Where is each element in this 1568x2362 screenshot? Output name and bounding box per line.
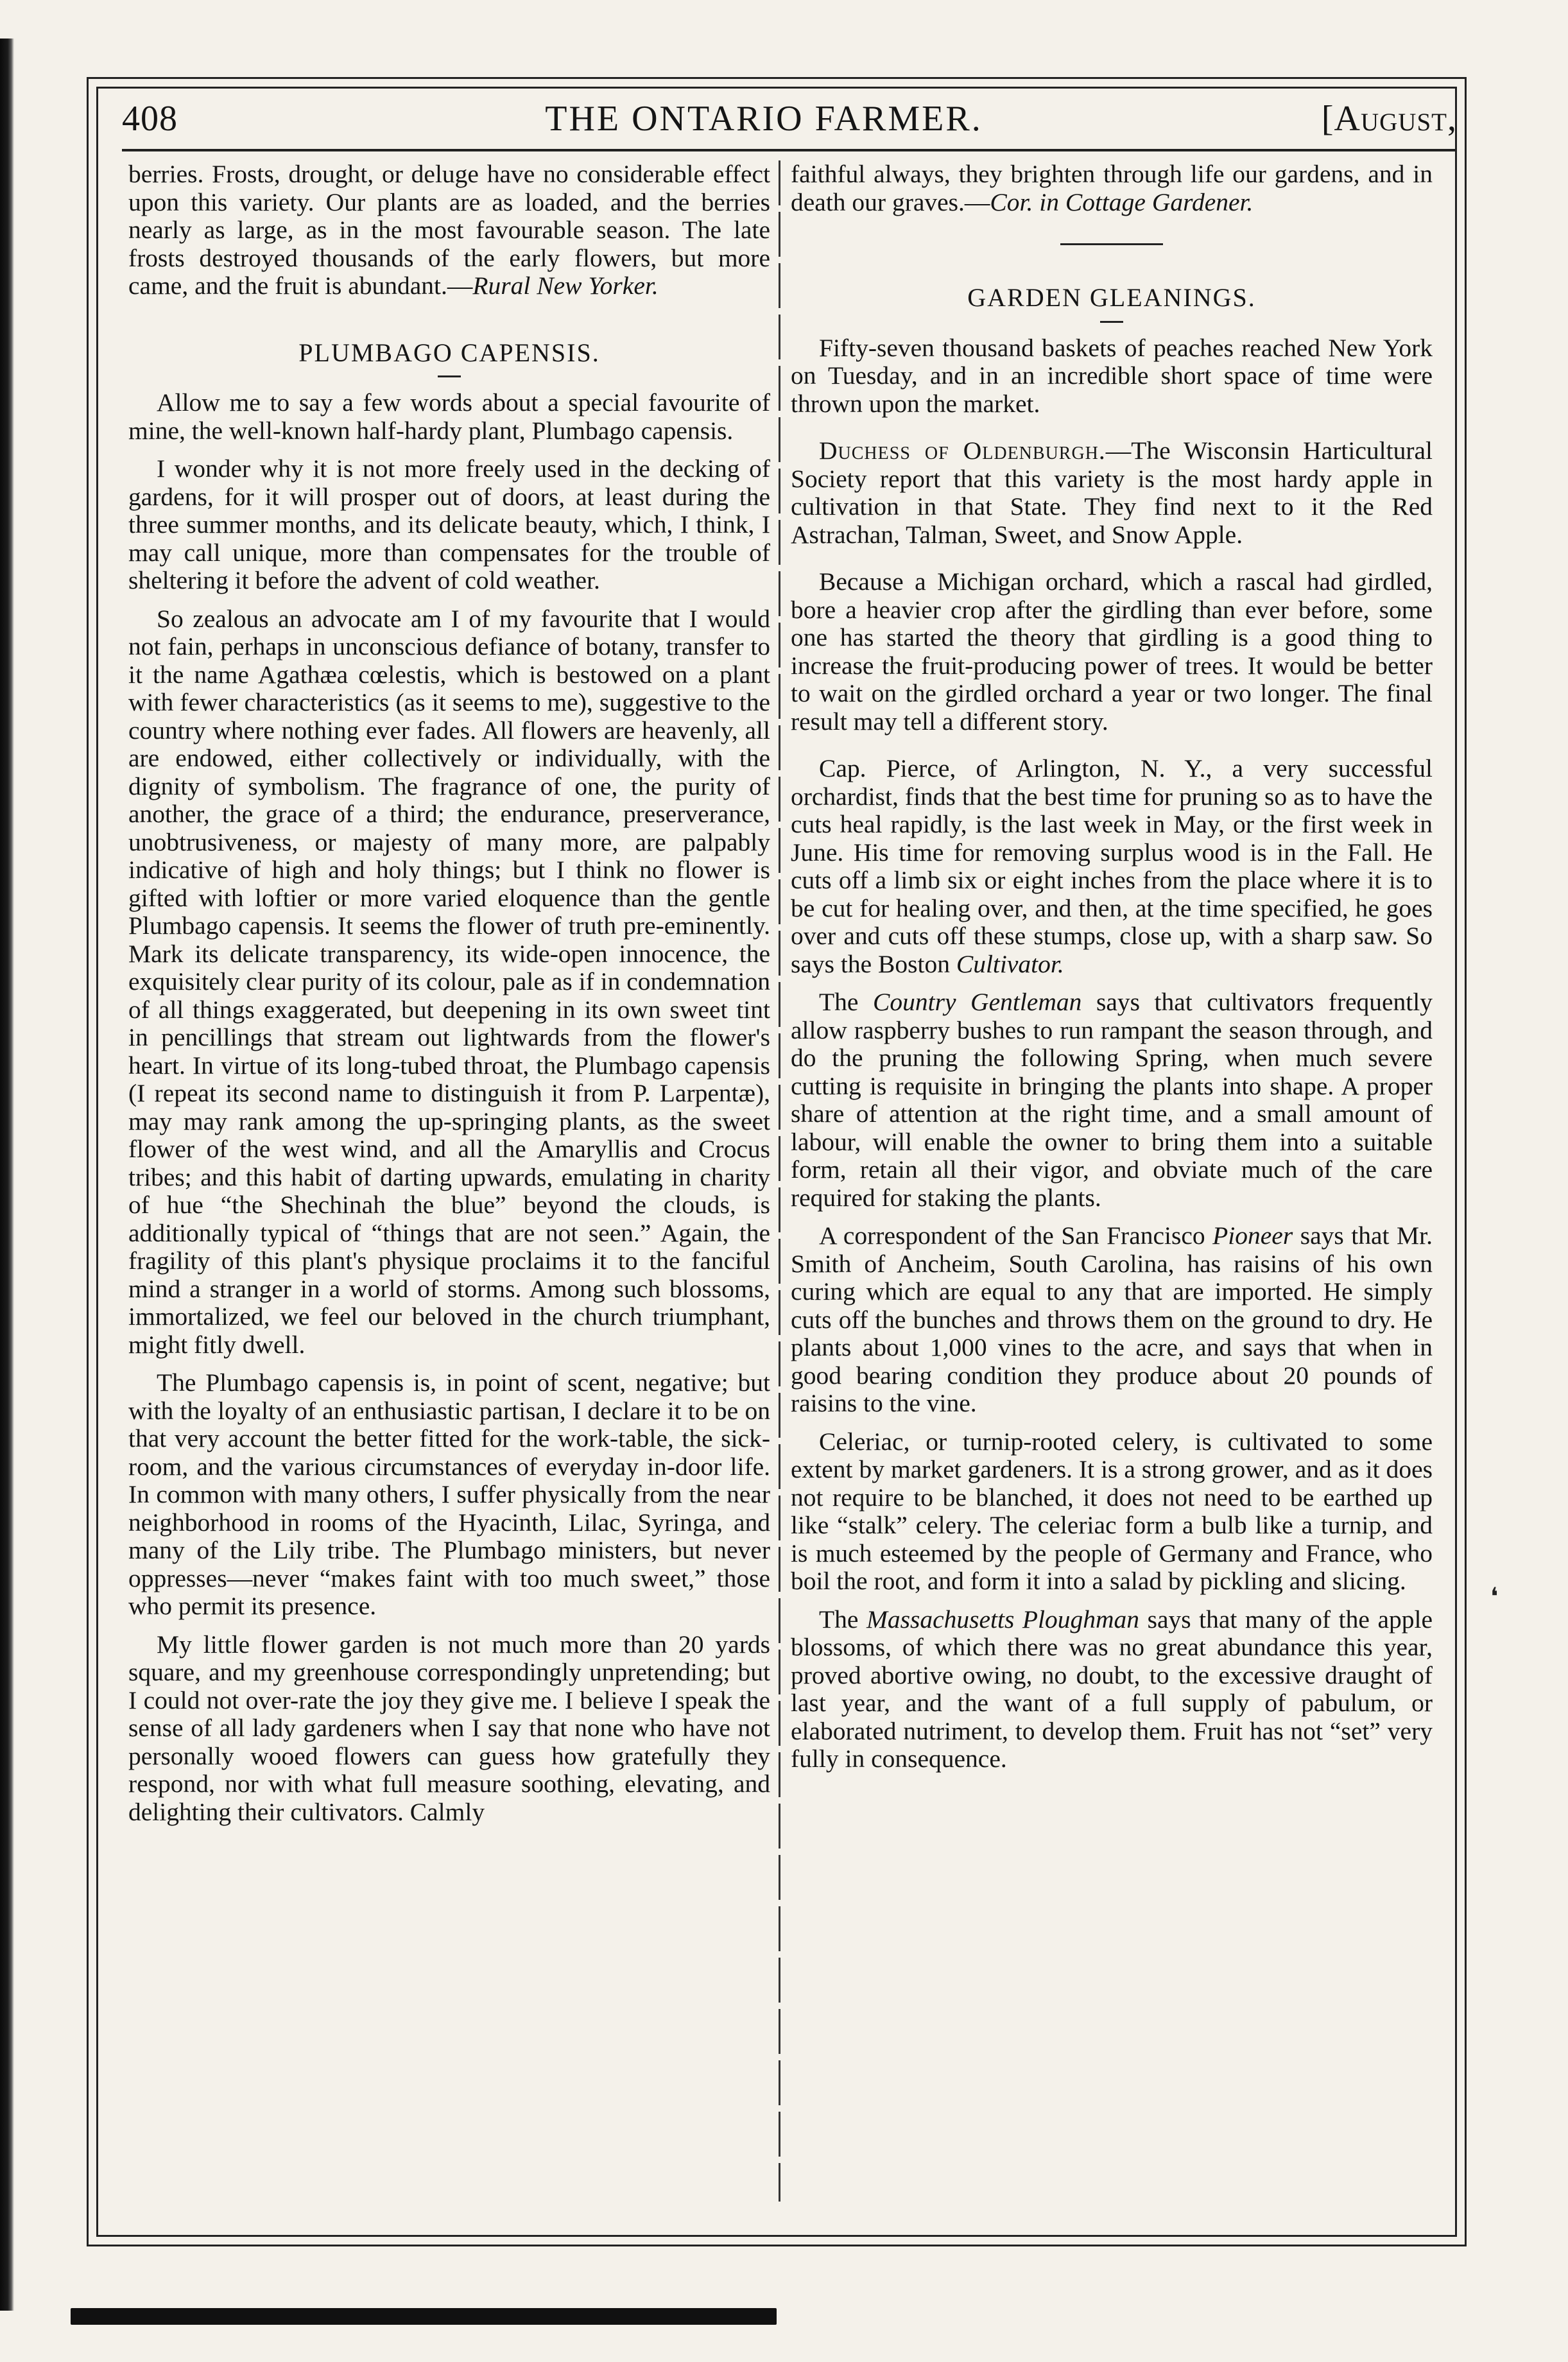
article-paragraph: So zealous an advocate am I of my favourite that I would not fain, perhaps in unconscious defiance of botany, transfer to it the name Agathæa cœlestis, which is bestowed on a plant with fewer characteristics (as it seems to me), suggestive to the country where nothing ever fades. All flowers are heavenly, all are endowed, either collectively or individually, with the dignity of symbolism. The fragrance of one, the purity of another, the grace of a third; the endurance, preserverance, unobtrusiveness, or majesty of many more, are palpably indicative of high and holy things; but I think no flower is gifted with loftier or more varied eloquence than the gentle Plumbago capensis. It seems the flower of truth pre-eminently. Mark its delicate transparency, its wide-open innocence, the exquisitely clear purity of its colour, pale as if in condemnation of all things exaggerated, but deepening in its own sweet tint in pencillings that stream out lightwards from the flower's heart. In virtue of its long-tubed throat, the Plumbago capensis (I repeat its second name to distinguish it from P. Larpentæ), may may rank among the up-springing plants, as the sweet flower of the west wind, and all the Amaryllis and Crocus tribes; and this habit of darting upwards, emulating in charity of hue “the Shechinah the blue” beyond the clouds, is additionally typical of “things that are not seen.” Again, the fragility of this plant's physique proclaims it to the fanciful mind a stranger in a world of storms. Among such blossoms, immortalized, we feel our beloved in the church triumphant, might fitly dwell.	[128, 604, 770, 1359]
article-paragraph: Allow me to say a few words about a special favourite of mine, the well-known half-hardy plant, Plumbago capensis.	[128, 388, 770, 445]
heading-dash	[438, 375, 461, 377]
gleaning-michigan: Because a Michigan orchard, which a rascal had girdled, bore a heavier crop after the girdling than ever before, some one has started the theory that girdling is a good thing to increase the fruit-producing power of trees. It would be better to wait on the girdled orchard a year or two longer. The final result may tell a different story.	[791, 567, 1433, 736]
running-header	[122, 90, 1457, 148]
publication-name: Massachusetts Ploughman	[866, 1605, 1140, 1634]
publication-title: THE ONTARIO FARMER.	[545, 99, 983, 139]
gleaning-source: Cultivator.	[956, 949, 1064, 978]
right-column	[791, 160, 1433, 2202]
page-binding-shadow	[0, 39, 14, 2311]
intro-text: berries. Frosts, drought, or deluge have no considerable effect upon this variety. Our plants are as loaded, and the berries nearly as large, as in the most favourable season. The late frosts destroyed thousands of the early flowers, but more came, and the fruit is abundant.	[128, 160, 770, 300]
issue-month: [August,	[1321, 99, 1457, 139]
gleaning-massachusetts	[791, 1606, 1433, 1773]
gleaning-country-gentleman	[791, 988, 1433, 1212]
article-paragraph: The Plumbago capensis is, in point of scent, negative; but with the loyalty of an enthusiastic partisan, I declare it to be on that very account the better fitted for the work-table, the sick-room, and the various circumstances of everyday in-door life. In common with many others, I suffer physically from the near neighborhood in rooms of the Hyacinth, Lilac, Syringa, and many of the Lily tribe. The Plumbago ministers, but never oppresses—never “makes faint with too much sweet,” those who permit its presence.	[128, 1368, 770, 1620]
gleaning-text: says that many of the apple blossoms, of which there was no great abundance this year, proved abortive owing, no doubt, to the excessive draught of last year, and the want of a full supply of pabulum, or elaborated nutriment, to develop them. Fruit has not “set” very fully in consequence.	[791, 1605, 1433, 1773]
header-rule	[122, 149, 1457, 151]
page-number: 408	[122, 99, 178, 139]
article-paragraph: My little flower garden is not much more than 20 yards square, and my greenhouse correspondingly unpretending; but I could not over-rate the joy they give me. I believe I speak the sense of all lady gardeners when I say that none who have not personally wooed flowers can guess how gratefully they respond, nor with what full measure soothing, elevating, and delighting their cultivators. Calmly	[128, 1630, 770, 1826]
gleaning-text: The	[819, 988, 873, 1016]
gleaning-text: Cap. Pierce, of Arlington, N. Y., a very successful orchardist, finds that the best time for pruning so as to have the cuts heal rapidly, is the last week in May, or the first week in June. His time for removing surplus wood is in the Fall. He cuts off a limb six or eight inches from the place where it is to be cut for healing over, and then, at the time specified, he goes over and cuts off these stumps, close up, with a sharp saw. So says the Boston	[791, 754, 1433, 978]
section-heading-garden-gleanings: GARDEN GLEANINGS.	[967, 283, 1256, 312]
section-rule	[1060, 243, 1163, 245]
publication-name: Country Gentleman	[873, 988, 1082, 1016]
gleaning-text: says that cultivators frequently allow raspberry bushes to run rampant the season through, and do the pruning the following Spring, when much severe cutting is requisite in bringing the plants into shape. A proper share of attention at the right time, and a small amount of labour, will enable the owner to bring them into a suitable form, retain all their vigor, and obviate much of the care required for staking the plants.	[791, 988, 1433, 1212]
gleaning-text: —The Wisconsin Harticultural Society report that this variety is the most hardy apple in cultivation in that State. They find next to it the Red Astrachan, Talman, Sweet, and Snow Apple.	[791, 436, 1433, 549]
publication-name: Pioneer	[1212, 1221, 1293, 1250]
heading-dash	[1100, 321, 1123, 323]
left-column	[128, 160, 770, 2202]
gleaning-lead: Duchess of Oldenburgh.	[819, 436, 1106, 465]
margin-mark: ❛	[1490, 1583, 1499, 1610]
scan-edge-bar	[71, 2308, 777, 2325]
continuation-text: faithful always, they brighten through life our gardens, and in death our graves.	[791, 160, 1433, 216]
column-divider	[779, 160, 780, 2202]
article-paragraph: I wonder why it is not more freely used in the decking of gardens, for it will prosper out of doors, at least during the three summer months, and its delicate beauty, which, I think, I may call unique, more than compensates for the trouble of sheltering it before the advent of cold weather.	[128, 454, 770, 594]
gleaning-peaches: Fifty-seven thousand baskets of peaches reached New York on Tuesday, and in an incredible short space of time were thrown upon the market.	[791, 333, 1433, 418]
intro-paragraph: berries. Frosts, drought, or deluge have no considerable effect upon this variety. Our plants are as loaded, and the berries nearly as large, as in the most favourable season. The late frosts destroyed thousands of the early flowers, but more came, and the fruit is abundant.—Rural New Yorker.	[128, 160, 770, 300]
gleaning-pierce	[791, 755, 1433, 978]
gleaning-celeriac: Celeriac, or turnip-rooted celery, is cultivated to some extent by market gardeners. It is a strong grower, and as it does not require to be blanched, it does not need to be earthed up like “stalk” celery. The celeriac form a bulb like a turnip, and is much esteemed by the people of Germany and France, who boil the root, and form it into a salad by pickling and slicing.	[791, 1427, 1433, 1595]
gleaning-text: says that Mr. Smith of Ancheim, South Carolina, has raisins of his own curing which are equal to any that are imported. He simply cuts off the bunches and throws them on the ground to dry. He plants about 1,000 vines to the acre, and says that when in good bearing condition they produce about 20 pounds of raisins to the vine.	[791, 1221, 1433, 1417]
gleaning-text: The	[819, 1605, 866, 1634]
intro-source: Rural New Yorker.	[472, 272, 659, 300]
gleaning-text: A correspondent of the San Francisco	[819, 1221, 1213, 1250]
article-heading-plumbago: PLUMBAGO CAPENSIS.	[298, 338, 600, 367]
continuation-paragraph: faithful always, they brighten through life our gardens, and in death our graves.—Cor. in Cottage Gardener.	[791, 160, 1433, 216]
gleaning-san-francisco	[791, 1222, 1433, 1418]
gleaning-duchess	[791, 437, 1433, 549]
continuation-source: Cor. in Cottage Gardener.	[990, 187, 1254, 216]
